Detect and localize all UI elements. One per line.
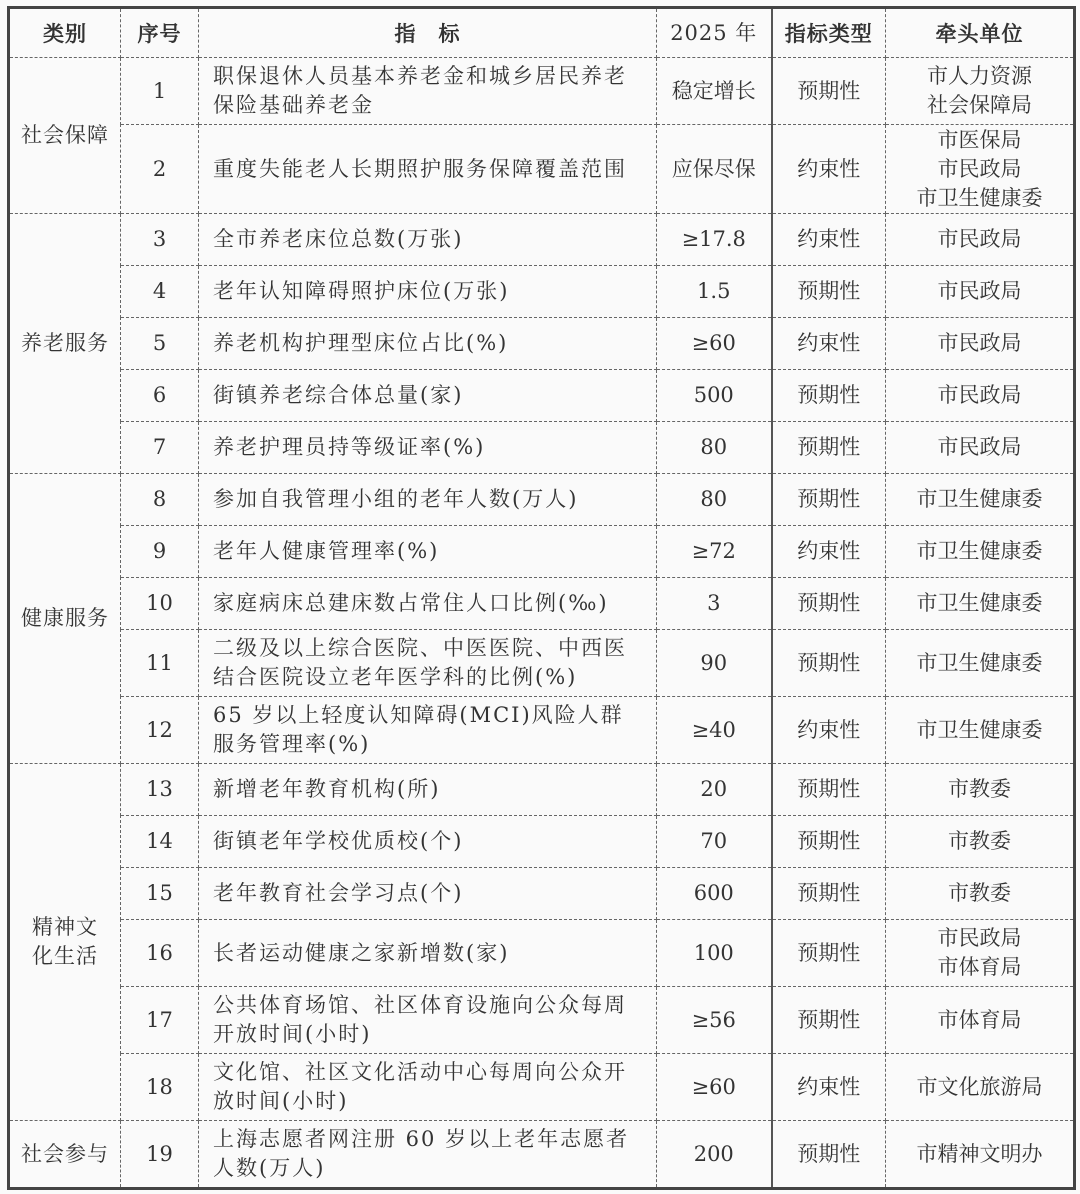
indicator-cell: 老年认知障碍照护床位(万张) bbox=[199, 266, 657, 318]
type-cell: 预期性 bbox=[772, 630, 886, 697]
seq-cell: 19 bbox=[121, 1121, 199, 1189]
header-seq: 序号 bbox=[121, 8, 199, 58]
header-target: 2025 年 bbox=[657, 8, 772, 58]
type-cell: 预期性 bbox=[772, 266, 886, 318]
table-row bbox=[9, 422, 1075, 474]
indicator-cell: 街镇养老综合体总量(家) bbox=[199, 370, 657, 422]
type-cell: 约束性 bbox=[772, 526, 886, 578]
lead-cell bbox=[886, 920, 1075, 987]
table-row bbox=[9, 868, 1075, 920]
category-cell: 社会保障 bbox=[9, 58, 121, 214]
seq-cell: 11 bbox=[121, 630, 199, 697]
seq-cell: 3 bbox=[121, 214, 199, 266]
lead-cell: 市民政局 bbox=[886, 370, 1075, 422]
table-row bbox=[9, 125, 1075, 214]
indicator-cell: 公共体育场馆、社区体育设施向公众每周开放时间(小时) bbox=[199, 987, 657, 1054]
seq-cell: 4 bbox=[121, 266, 199, 318]
indicator-cell: 街镇老年学校优质校(个) bbox=[199, 816, 657, 868]
lead-cell: 市卫生健康委 bbox=[886, 630, 1075, 697]
target-cell: 应保尽保 bbox=[657, 125, 772, 214]
header-lead: 牵头单位 bbox=[886, 8, 1075, 58]
table-row bbox=[9, 816, 1075, 868]
lead-unit: 社会保障局 bbox=[927, 93, 1032, 117]
type-cell: 预期性 bbox=[772, 474, 886, 526]
header-row bbox=[9, 8, 1075, 58]
lead-cell bbox=[886, 58, 1075, 125]
target-cell: 1.5 bbox=[657, 266, 772, 318]
target-cell: ≥56 bbox=[657, 987, 772, 1054]
table-row bbox=[9, 58, 1075, 125]
seq-cell: 16 bbox=[121, 920, 199, 987]
target-cell: 20 bbox=[657, 764, 772, 816]
lead-cell: 市卫生健康委 bbox=[886, 697, 1075, 764]
indicator-cell: 职保退休人员基本养老金和城乡居民养老保险基础养老金 bbox=[199, 58, 657, 125]
type-cell: 约束性 bbox=[772, 697, 886, 764]
category-cell: 健康服务 bbox=[9, 474, 121, 764]
table-row bbox=[9, 526, 1075, 578]
lead-cell: 市民政局 bbox=[886, 214, 1075, 266]
type-cell: 预期性 bbox=[772, 868, 886, 920]
lead-unit: 市民政局 bbox=[937, 926, 1022, 950]
table-row bbox=[9, 266, 1075, 318]
indicator-table bbox=[7, 6, 1076, 1190]
lead-unit: 市民政局 bbox=[937, 156, 1022, 181]
lead-cell: 市体育局 bbox=[886, 987, 1075, 1054]
type-cell: 预期性 bbox=[772, 987, 886, 1054]
lead-cell: 市精神文明办 bbox=[886, 1121, 1075, 1189]
target-cell: 80 bbox=[657, 422, 772, 474]
lead-unit: 市医保局 bbox=[937, 127, 1022, 152]
type-cell: 预期性 bbox=[772, 764, 886, 816]
indicator-cell: 老年教育社会学习点(个) bbox=[199, 868, 657, 920]
indicator-cell: 参加自我管理小组的老年人数(万人) bbox=[199, 474, 657, 526]
target-cell: 600 bbox=[657, 868, 772, 920]
target-cell: 70 bbox=[657, 816, 772, 868]
type-cell: 约束性 bbox=[772, 318, 886, 370]
seq-cell: 18 bbox=[121, 1054, 199, 1121]
category-cell: 社会参与 bbox=[9, 1121, 121, 1189]
table-row bbox=[9, 474, 1075, 526]
lead-cell: 市教委 bbox=[886, 868, 1075, 920]
type-cell: 预期性 bbox=[772, 370, 886, 422]
table-row bbox=[9, 764, 1075, 816]
type-cell: 预期性 bbox=[772, 920, 886, 987]
table-row bbox=[9, 1054, 1075, 1121]
target-cell: 500 bbox=[657, 370, 772, 422]
target-cell: 稳定增长 bbox=[657, 58, 772, 125]
lead-unit: 市卫生健康委 bbox=[916, 185, 1043, 210]
type-cell: 约束性 bbox=[772, 125, 886, 214]
table-row bbox=[9, 697, 1075, 764]
seq-cell: 1 bbox=[121, 58, 199, 125]
table-row bbox=[9, 578, 1075, 630]
target-cell: 80 bbox=[657, 474, 772, 526]
indicator-cell: 重度失能老人长期照护服务保障覆盖范围 bbox=[199, 125, 657, 214]
seq-cell: 17 bbox=[121, 987, 199, 1054]
seq-cell: 12 bbox=[121, 697, 199, 764]
header-category: 类别 bbox=[9, 8, 121, 58]
type-cell: 预期性 bbox=[772, 816, 886, 868]
target-cell: ≥60 bbox=[657, 1054, 772, 1121]
indicator-cell: 全市养老床位总数(万张) bbox=[199, 214, 657, 266]
indicator-cell: 长者运动健康之家新增数(家) bbox=[199, 920, 657, 987]
indicator-cell: 文化馆、社区文化活动中心每周向公众开放时间(小时) bbox=[199, 1054, 657, 1121]
table-row bbox=[9, 318, 1075, 370]
seq-cell: 5 bbox=[121, 318, 199, 370]
header-indicator: 指 标 bbox=[199, 8, 657, 58]
category-cell: 精神文化生活 bbox=[9, 764, 121, 1121]
lead-cell: 市民政局 bbox=[886, 266, 1075, 318]
lead-cell: 市民政局 bbox=[886, 318, 1075, 370]
category-cell: 养老服务 bbox=[9, 214, 121, 474]
type-cell: 预期性 bbox=[772, 58, 886, 125]
lead-cell: 市教委 bbox=[886, 764, 1075, 816]
lead-cell: 市教委 bbox=[886, 816, 1075, 868]
target-cell: 200 bbox=[657, 1121, 772, 1189]
target-cell: 90 bbox=[657, 630, 772, 697]
type-cell: 预期性 bbox=[772, 422, 886, 474]
indicator-cell: 老年人健康管理率(%) bbox=[199, 526, 657, 578]
lead-unit: 市体育局 bbox=[937, 955, 1022, 979]
lead-cell: 市文化旅游局 bbox=[886, 1054, 1075, 1121]
header-type: 指标类型 bbox=[772, 8, 886, 58]
lead-unit: 市人力资源 bbox=[927, 64, 1032, 88]
seq-cell: 14 bbox=[121, 816, 199, 868]
indicator-cell: 新增老年教育机构(所) bbox=[199, 764, 657, 816]
lead-cell: 市卫生健康委 bbox=[886, 578, 1075, 630]
seq-cell: 15 bbox=[121, 868, 199, 920]
indicator-cell: 65 岁以上轻度认知障碍(MCI)风险人群服务管理率(%) bbox=[199, 697, 657, 764]
table-row bbox=[9, 987, 1075, 1054]
target-cell: ≥72 bbox=[657, 526, 772, 578]
indicator-cell: 上海志愿者网注册 60 岁以上老年志愿者人数(万人) bbox=[199, 1121, 657, 1189]
target-cell: ≥17.8 bbox=[657, 214, 772, 266]
seq-cell: 2 bbox=[121, 125, 199, 214]
type-cell: 预期性 bbox=[772, 1121, 886, 1189]
table-row bbox=[9, 214, 1075, 266]
lead-cell: 市卫生健康委 bbox=[886, 526, 1075, 578]
table-row bbox=[9, 370, 1075, 422]
seq-cell: 8 bbox=[121, 474, 199, 526]
indicator-cell: 家庭病床总建床数占常住人口比例(‰) bbox=[199, 578, 657, 630]
indicator-cell: 二级及以上综合医院、中医医院、中西医结合医院设立老年医学科的比例(%) bbox=[199, 630, 657, 697]
table-row bbox=[9, 630, 1075, 697]
seq-cell: 13 bbox=[121, 764, 199, 816]
type-cell: 约束性 bbox=[772, 1054, 886, 1121]
type-cell: 预期性 bbox=[772, 578, 886, 630]
target-cell: 3 bbox=[657, 578, 772, 630]
lead-cell bbox=[886, 125, 1075, 214]
table-row bbox=[9, 920, 1075, 987]
indicator-cell: 养老机构护理型床位占比(%) bbox=[199, 318, 657, 370]
seq-cell: 9 bbox=[121, 526, 199, 578]
target-cell: 100 bbox=[657, 920, 772, 987]
seq-cell: 7 bbox=[121, 422, 199, 474]
table-row bbox=[9, 1121, 1075, 1189]
target-cell: ≥40 bbox=[657, 697, 772, 764]
target-cell: ≥60 bbox=[657, 318, 772, 370]
seq-cell: 10 bbox=[121, 578, 199, 630]
seq-cell: 6 bbox=[121, 370, 199, 422]
indicator-cell: 养老护理员持等级证率(%) bbox=[199, 422, 657, 474]
type-cell: 约束性 bbox=[772, 214, 886, 266]
lead-cell: 市卫生健康委 bbox=[886, 474, 1075, 526]
lead-cell: 市民政局 bbox=[886, 422, 1075, 474]
